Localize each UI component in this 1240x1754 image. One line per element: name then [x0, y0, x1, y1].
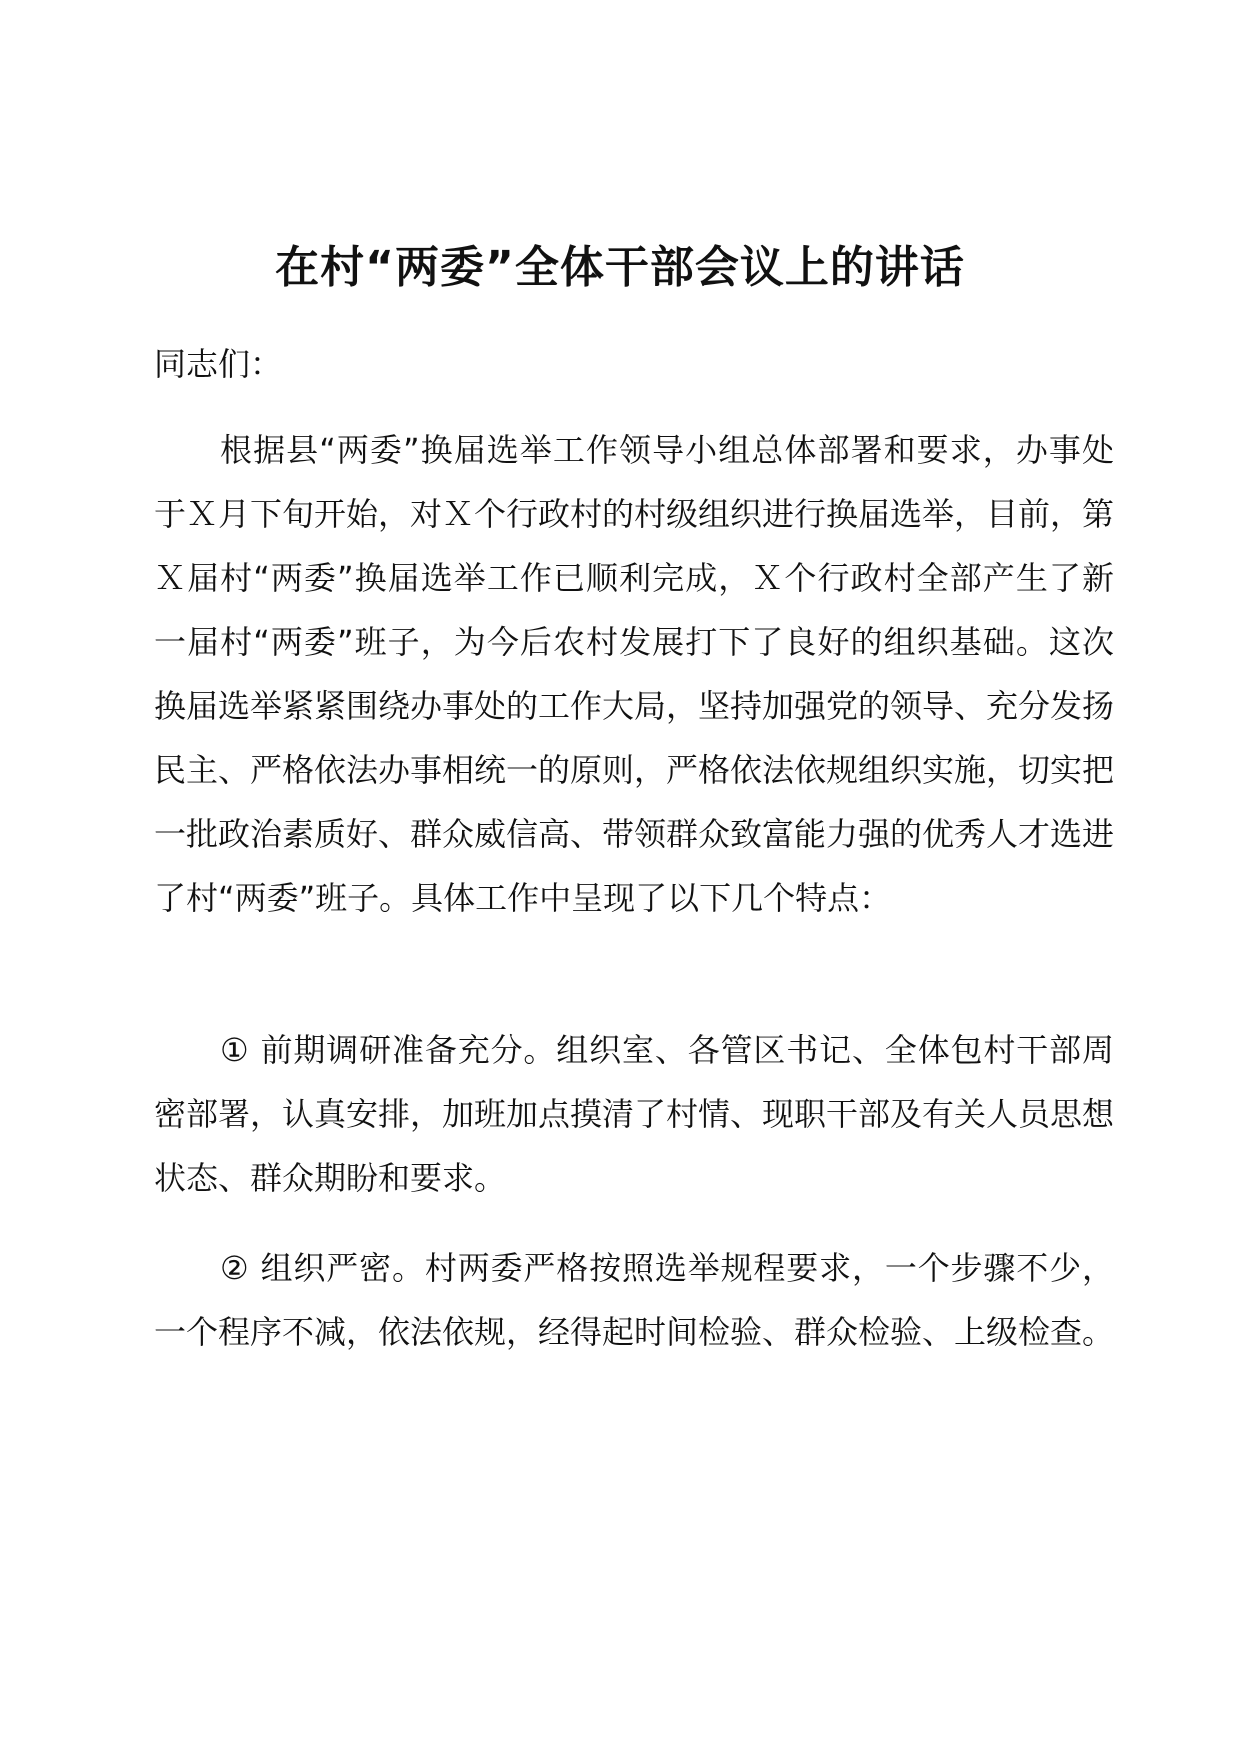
document-title: 在村“两委”全体干部会议上的讲话 [275, 242, 965, 293]
paragraph-point-1: ① 前期调研准备充分。组织室、各管区书记、全体包村干部周密部署，认真安排，加班加点摸清了村情、现职干部及有关人员思想状态、群众期盼和要求。 [154, 1031, 1115, 1197]
paragraph-intro: 根据县“两委”换届选举工作领导小组总体部署和要求，办事处于Ｘ月下旬开始，对Ｘ个行政村的村级组织进行换届选举，目前，第Ｘ届村“两委”换届选举工作已顺利完成，Ｘ个行政村全部产生了新一届村“两委”班子，为今后农村发展打下了良好的组织基础。这次换届选举紧紧围绕办事处的工作大局，坚持加强党的领导、充分发扬民主、严格依法办事相统一的原则，严格依法依规组织实施，切实把一批政治素质好、群众威信高、带领群众致富能力强的优秀人才选进了村“两委”班子。具体工作中呈现了以下几个特点： [154, 431, 1115, 917]
salutation: 同志们： [154, 345, 283, 383]
paragraph-point-2: ② 组织严密。村两委严格按照选举规程要求，一个步骤不少，一个程序不减，依法依规，经得起时间检验、群众检验、上级检查。 [154, 1249, 1115, 1351]
